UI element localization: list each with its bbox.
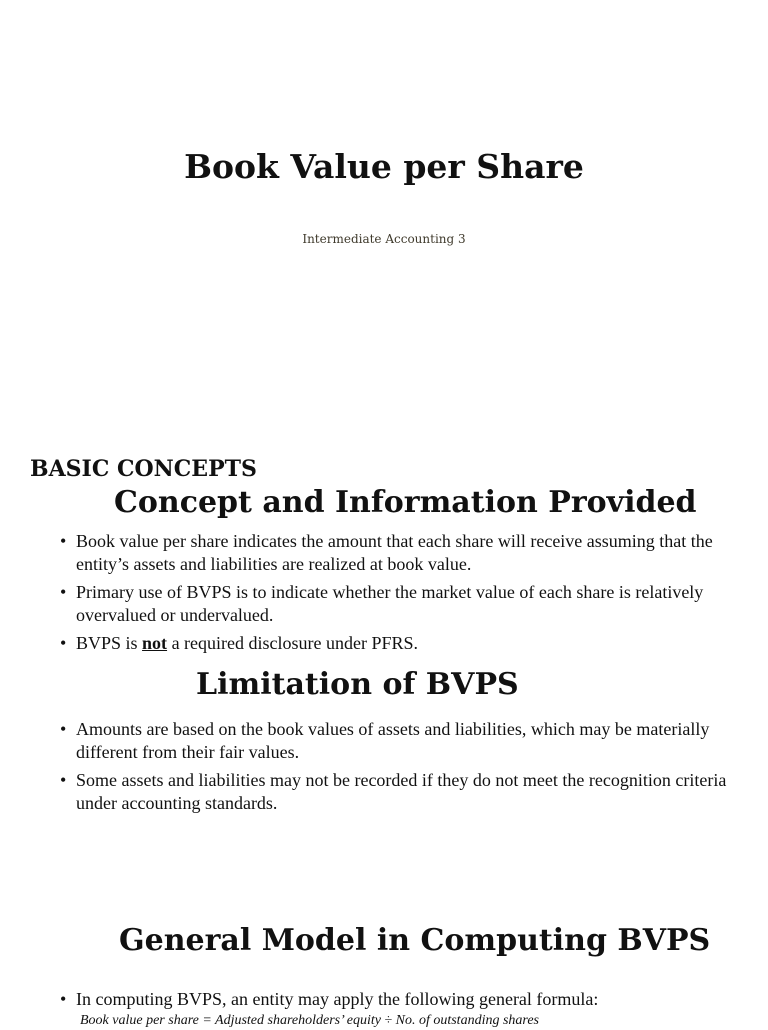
page-subtitle: Intermediate Accounting 3 — [302, 232, 466, 246]
concept-bullet-1-text: Book value per share indicates the amount that each share will receive assuming that the entity’s assets and liabilities are realized at book value. — [76, 531, 713, 574]
bullet-icon: • — [60, 633, 67, 653]
concept-bullet-3 — [60, 632, 750, 655]
limitation-bullet-1-text: Amounts are based on the book values of assets and liabilities, which may be materially different from their fair values. — [76, 719, 710, 762]
general-model-bullet-1-text: In computing BVPS, an entity may apply the following general formula: — [76, 989, 599, 1009]
limitation-heading: Limitation of BVPS — [196, 667, 519, 702]
limitation-bullet-2-text: Some assets and liabilities may not be recorded if they do not meet the recognition criteria under accounting standards. — [76, 770, 727, 813]
limitation-bullet-2 — [60, 769, 750, 815]
concept-bullet-2 — [60, 581, 750, 627]
limitation-bullet-list — [60, 718, 750, 820]
bullet-icon: • — [60, 989, 67, 1009]
concept-bullet-3-pre: BVPS is — [76, 633, 143, 653]
bvps-formula: Book value per share = Adjusted shareholders’ equity ÷ No. of outstanding shares — [80, 1013, 539, 1028]
concept-bullet-1 — [60, 530, 750, 576]
bullet-icon: • — [60, 531, 67, 551]
limitation-bullet-1 — [60, 718, 750, 764]
concept-bullet-3-emphasis: not — [142, 633, 168, 653]
concept-bullet-3-post: a required disclosure under PFRS. — [167, 633, 419, 653]
general-model-heading: General Model in Computing BVPS — [119, 923, 711, 958]
concept-bullet-list — [60, 530, 750, 660]
bullet-icon: • — [60, 582, 67, 602]
bullet-icon: • — [60, 770, 67, 790]
concept-bullet-2-text: Primary use of BVPS is to indicate whether the market value of each share is relatively overvalued or undervalued. — [76, 582, 704, 625]
concept-heading: Concept and Information Provided — [114, 485, 697, 520]
general-model-bullet-1 — [60, 988, 750, 1011]
section-label: BASIC CONCEPTS — [30, 456, 257, 482]
bullet-icon: • — [60, 719, 67, 739]
page-title: Book Value per Share — [184, 147, 584, 186]
